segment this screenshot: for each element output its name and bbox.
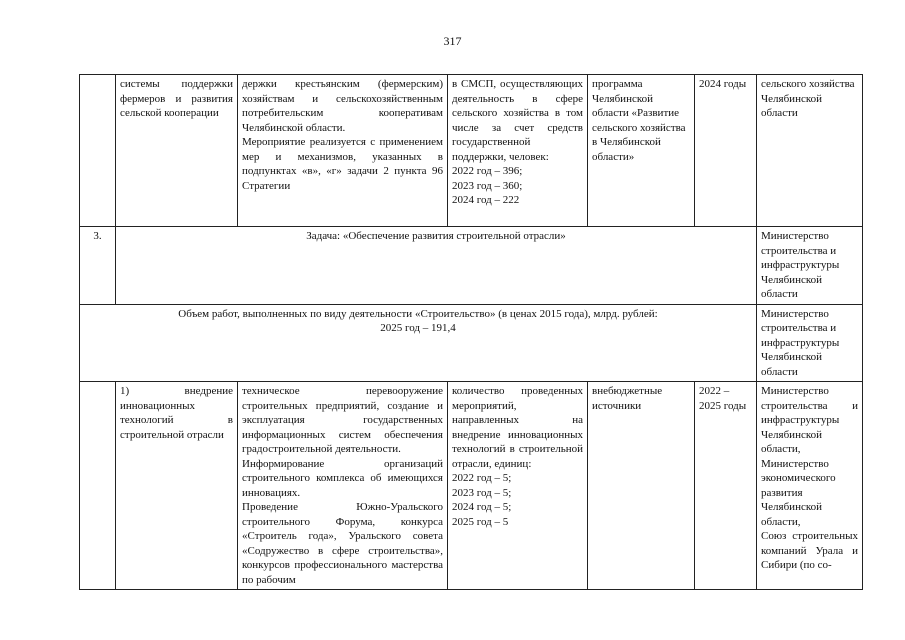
cell-indicator	[448, 75, 588, 227]
description-paragraph: Информирование организаций строительного комплекса об имеющихся инновациях.	[242, 457, 443, 499]
cell-period: 2022 – 2025 годы	[695, 382, 757, 590]
table-row	[80, 227, 863, 305]
cell-period: 2024 годы	[695, 75, 757, 227]
indicator-value: 2023 год – 360;	[452, 179, 523, 192]
table-row	[80, 75, 863, 227]
description-paragraph: Мероприятие реализуется с применением мер и механизмов, указанных в подпунктах «в», «г» задачи 2 пункта 96 Стратегии	[242, 136, 443, 192]
cell-responsible: Министерство строительства и инфраструктуры Челябинской области	[757, 304, 863, 382]
cell-measure: 1) внедрение инновационных технологий в строительной отрасли	[116, 382, 238, 590]
cell-source: программа Челябинской области «Развитие сельского хозяйства в Челябинской области»	[588, 75, 695, 227]
description-paragraph: держки крестьянским (фермерским) хозяйствам и сельскохозяйственным потребительским кооперативам Челябинской области.	[242, 78, 443, 134]
indicator-value: 2023 год – 5;	[452, 486, 512, 499]
page-number: 317	[443, 34, 462, 48]
cell-measure: системы поддержки фермеров и развития сельской кооперации	[116, 75, 238, 227]
cell-number: 3.	[80, 227, 116, 305]
cell-indicator	[448, 382, 588, 590]
responsible-org: Министерство строительства и инфраструктуры Челябинской области,	[761, 385, 858, 455]
cell-responsible: Министерство строительства и инфраструктуры Челябинской области	[757, 227, 863, 305]
cell-responsible: сельского хозяйства Челябинской области	[757, 75, 863, 227]
description-paragraph: Проведение Южно-Уральского строительного Форума, конкурса «Строитель года», Уральского совета «Содружество в сфере строительства», конкурсов профессионального мастерства по рабочим	[242, 501, 443, 586]
indicator-text: количество проведенных мероприятий, направленных на внедрение инновационных технологий в строительной отрасли, единиц:	[452, 385, 583, 470]
strategy-table	[79, 74, 863, 590]
target-indicator-value: 2025 год – 191,4	[380, 322, 456, 334]
indicator-value: 2022 год – 396;	[452, 165, 523, 177]
target-indicator	[80, 304, 757, 382]
responsible-org: Министерство экономического развития Челябинской области,	[761, 457, 836, 528]
cell-number	[80, 382, 116, 590]
indicator-text: в СМСП, осуществляющих деятельность в сфере сельского хозяйства в том числе за счет средств государственной поддержки, человек:	[452, 78, 583, 163]
cell-number	[80, 75, 116, 227]
indicator-value: 2024 год – 222	[452, 194, 520, 206]
indicator-value: 2024 год – 5;	[452, 501, 512, 513]
cell-description	[238, 75, 448, 227]
table-row	[80, 382, 863, 590]
indicator-value: 2022 год – 5;	[452, 472, 512, 484]
indicator-value: 2025 год – 5	[452, 515, 509, 528]
responsible-org: Союз строительных компаний Урала и Сибири (по со-	[761, 530, 858, 571]
cell-description	[238, 382, 448, 590]
target-indicator-line: Объем работ, выполненных по виду деятельности «Строительство» (в ценах 2015 года), млрд. рублей:	[178, 307, 658, 320]
table-row	[80, 304, 863, 382]
cell-responsible	[757, 382, 863, 590]
task-title: Задача: «Обеспечение развития строительной отрасли»	[116, 227, 757, 305]
description-paragraph: техническое перевооружение строительных предприятий, создание и эксплуатация государственных информационных систем обеспечения градостроительной деятельности.	[242, 385, 443, 455]
cell-source: внебюджетные источники	[588, 382, 695, 590]
